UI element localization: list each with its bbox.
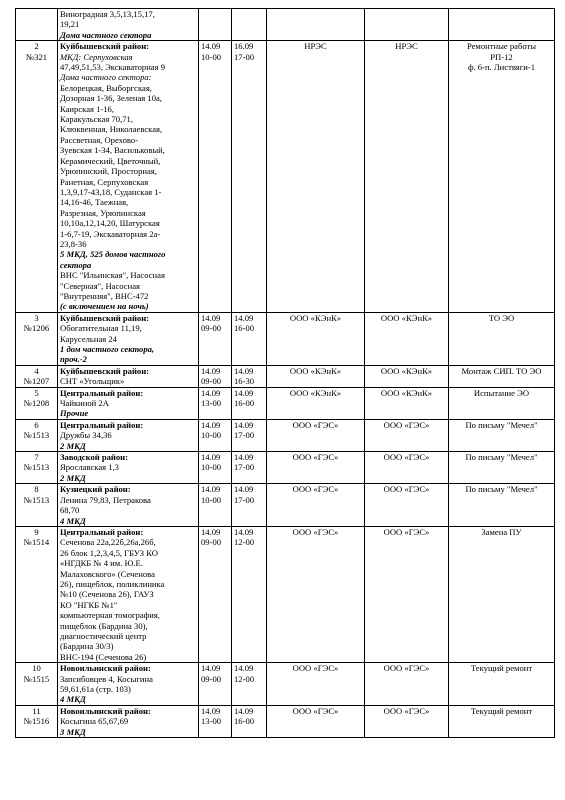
- executor: НРЭС: [395, 41, 418, 52]
- organization: ООО «КЭнК»: [289, 387, 342, 398]
- address-line: 1 дом частного сектора,: [60, 344, 155, 354]
- address-line: 10,10а,12,14,20, Шатурская: [60, 218, 160, 229]
- organization: ООО «ГЭС»: [292, 705, 339, 716]
- end-time: 17-00: [234, 462, 255, 473]
- end-cell: [232, 705, 267, 737]
- table-row: [16, 41, 555, 313]
- address-line: 19,21: [60, 19, 80, 30]
- row-number-cell: [16, 484, 58, 527]
- reason-line: По письму "Мечел": [465, 452, 538, 463]
- address-cell: [58, 387, 199, 419]
- executor: ООО «ГЭС»: [383, 526, 430, 537]
- organization: ООО «КЭнК»: [289, 312, 342, 323]
- address-cell: [58, 705, 199, 737]
- executor-cell: [365, 312, 449, 365]
- start-date: 14.09: [201, 312, 221, 323]
- row-number-cell: [16, 365, 58, 387]
- reason-cell: [449, 41, 555, 313]
- organization: ООО «ГЭС»: [292, 663, 339, 674]
- start-time: 10-00: [201, 462, 222, 473]
- end-cell: [232, 41, 267, 313]
- start-cell: [199, 312, 232, 365]
- executor-cell: [365, 526, 449, 662]
- address-line: Малаховского» (Сеченова: [60, 568, 155, 579]
- row-number: №1515: [23, 673, 50, 684]
- address-line: 1,3,9,17-43,18, Суданская 1-: [60, 186, 162, 197]
- row-number: 3: [34, 312, 39, 323]
- address-line: пищеблок (Бардина 30),: [60, 620, 148, 631]
- organization: ООО «КЭнК»: [289, 365, 342, 376]
- start-cell: [199, 9, 232, 41]
- address-line: диагностический центр: [60, 630, 147, 641]
- end-time: 16-00: [234, 398, 255, 409]
- row-number-cell: [16, 419, 58, 451]
- address-line: Сеченова 22а,22б,26а,26б,: [60, 537, 156, 548]
- address-line: ВНС-194 (Сеченова 26): [60, 651, 147, 662]
- address-line: 26), пищеблок, поликлиника: [60, 578, 165, 589]
- executor-cell: [365, 419, 449, 451]
- start-cell: [199, 41, 232, 313]
- address-line: МКД: Серпуховская: [60, 51, 133, 62]
- end-date: 14.09: [234, 452, 254, 463]
- start-date: 14.09: [201, 526, 221, 537]
- address-line: Прочие: [60, 408, 89, 419]
- address-line: Обогатительная 11,19,: [60, 323, 142, 334]
- end-date: 14.09: [234, 419, 254, 430]
- end-date: 14.09: [234, 387, 254, 398]
- address-line: 4 МКД: [60, 694, 86, 705]
- organization-cell: [267, 452, 365, 484]
- row-number-cell: [16, 452, 58, 484]
- reason-line: ТО ЭО: [488, 312, 515, 323]
- organization-cell: [267, 419, 365, 451]
- executor-cell: [365, 452, 449, 484]
- executor-cell: [365, 484, 449, 527]
- table-row: [16, 452, 555, 484]
- executor-cell: [365, 663, 449, 706]
- row-number-cell: [16, 663, 58, 706]
- address-cell: [58, 452, 199, 484]
- start-cell: [199, 387, 232, 419]
- address-line: Виноградная 3,5,13,15,17,: [60, 9, 155, 19]
- address-line: Ярославская 1,3: [60, 462, 119, 473]
- end-time: 17-00: [234, 494, 255, 505]
- reason-line: Ремонтные работы: [466, 41, 537, 52]
- address-line: Косыгина 65,67,69: [60, 716, 129, 727]
- organization-cell: [267, 312, 365, 365]
- address-line: 2 МКД: [60, 472, 86, 483]
- address-line: Зуевская 1-34, Васильковый,: [60, 145, 165, 156]
- reason-cell: [449, 419, 555, 451]
- start-cell: [199, 452, 232, 484]
- address-cell: [58, 526, 199, 662]
- end-cell: [232, 663, 267, 706]
- end-date: 16.09: [234, 41, 254, 52]
- address-line: Новоильинский район:: [60, 705, 151, 716]
- address-line: Центральный район:: [60, 526, 144, 537]
- row-number: №1513: [23, 430, 50, 441]
- table-row: [16, 419, 555, 451]
- executor: ООО «ГЭС»: [383, 663, 430, 674]
- executor-cell: [365, 9, 449, 41]
- address-line: Куйбышевский район:: [60, 41, 150, 52]
- reason-cell: [449, 526, 555, 662]
- reason-line: По письму "Мечел": [465, 484, 538, 495]
- end-date: 14.09: [234, 705, 254, 716]
- organization-cell: [267, 484, 365, 527]
- end-date: 14.09: [234, 312, 254, 323]
- start-time: 09-00: [201, 323, 222, 334]
- address-cell: [58, 9, 199, 41]
- end-date: 14.09: [234, 526, 254, 537]
- end-cell: [232, 484, 267, 527]
- address-line: проч.-2: [60, 354, 87, 365]
- address-cell: [58, 312, 199, 365]
- address-line: Новоильинский район:: [60, 663, 151, 674]
- executor: ООО «КЭнК»: [380, 365, 433, 376]
- reason-line: Текущий ремонт: [470, 705, 533, 716]
- reason-cell: [449, 663, 555, 706]
- organization: ООО «ГЭС»: [292, 419, 339, 430]
- address-line: 2 МКД: [60, 440, 86, 451]
- end-cell: [232, 387, 267, 419]
- organization: ООО «ГЭС»: [292, 452, 339, 463]
- start-time: 09-00: [201, 376, 222, 387]
- organization-cell: [267, 526, 365, 662]
- row-number: 6: [34, 419, 39, 430]
- address-line: "Северная", Насосная: [60, 280, 140, 291]
- address-line: Куйбышевский район:: [60, 312, 150, 323]
- row-number-cell: [16, 387, 58, 419]
- row-number: 7: [34, 452, 39, 463]
- address-line: (Бардина 30/3): [60, 641, 114, 652]
- address-line: 59,61,61а (стр. 103): [60, 684, 131, 694]
- address-line: Куйбышевский район:: [60, 365, 150, 376]
- end-cell: [232, 365, 267, 387]
- row-number: 11: [32, 705, 41, 716]
- start-cell: [199, 365, 232, 387]
- address-line: сектора: [60, 259, 92, 270]
- executor-cell: [365, 41, 449, 313]
- table-row: [16, 312, 555, 365]
- row-number: 4: [34, 365, 39, 376]
- end-time: 12-00: [234, 673, 255, 684]
- end-cell: [232, 419, 267, 451]
- end-cell: [232, 312, 267, 365]
- executor: ООО «ГЭС»: [383, 452, 430, 463]
- executor: ООО «ГЭС»: [383, 419, 430, 430]
- organization: ООО «ГЭС»: [292, 484, 339, 495]
- executor-cell: [365, 387, 449, 419]
- address-line: Кузнецкий район:: [60, 484, 131, 495]
- end-date: 14.09: [234, 484, 254, 495]
- start-cell: [199, 663, 232, 706]
- address-line: «НГДКБ № 4 им. Ю.Е.: [60, 558, 143, 569]
- address-line: 47,49,51,53, Экскаваторная 9: [60, 62, 166, 73]
- address-line: Карусельная 24: [60, 333, 117, 344]
- table-row: [16, 365, 555, 387]
- start-date: 14.09: [201, 663, 221, 674]
- reason-line: ф. 6-п. Листвяги-1: [467, 62, 536, 73]
- address-line: 23,8-36: [60, 238, 87, 249]
- start-time: 13-00: [201, 398, 222, 409]
- row-number-cell: [16, 41, 58, 313]
- reason-line: Замена ПУ: [481, 526, 522, 537]
- reason-cell: [449, 705, 555, 737]
- address-line: Дружбы 34,36: [60, 430, 112, 441]
- row-number: 8: [34, 484, 39, 495]
- organization-cell: [267, 663, 365, 706]
- organization-cell: [267, 705, 365, 737]
- table-body: [16, 9, 555, 738]
- start-cell: [199, 526, 232, 662]
- end-time: 16-00: [234, 716, 255, 727]
- address-line: 68,70: [60, 505, 80, 516]
- address-cell: [58, 41, 199, 313]
- address-line: Заводской район:: [60, 452, 128, 463]
- table-row: [16, 387, 555, 419]
- address-line: Центральный район:: [60, 387, 144, 398]
- start-time: 09-00: [201, 673, 222, 684]
- start-date: 14.09: [201, 452, 221, 463]
- address-line: Урюпинский, Просторная,: [60, 166, 157, 177]
- row-number: №1514: [23, 537, 50, 548]
- end-cell: [232, 526, 267, 662]
- reason-cell: [449, 9, 555, 41]
- table-row: [16, 526, 555, 662]
- row-number: №1513: [23, 494, 50, 505]
- reason-cell: [449, 387, 555, 419]
- address-line: Разрезная, Урюпинская: [60, 207, 146, 218]
- address-cell: [58, 365, 199, 387]
- row-number: 9: [34, 526, 39, 537]
- start-date: 14.09: [201, 41, 221, 52]
- start-cell: [199, 484, 232, 527]
- start-cell: [199, 419, 232, 451]
- address-line: 3 МКД: [60, 726, 86, 737]
- reason-line: РП-12: [490, 51, 513, 62]
- organization: ООО «ГЭС»: [292, 526, 339, 537]
- address-line: Центральный район:: [60, 419, 144, 430]
- table-row: [16, 705, 555, 737]
- row-number: 10: [32, 663, 41, 674]
- end-time: 16-30: [234, 376, 255, 387]
- table-row: [16, 9, 555, 41]
- row-number-cell: [16, 705, 58, 737]
- row-number: 2: [34, 41, 39, 52]
- organization-cell: [267, 387, 365, 419]
- executor-cell: [365, 705, 449, 737]
- start-date: 14.09: [201, 365, 221, 376]
- address-line: КО "НГКБ №1": [60, 599, 118, 610]
- address-line: Керамический, Цветочный,: [60, 155, 161, 166]
- address-line: 14,16-46, Таежная,: [60, 197, 129, 208]
- reason-cell: [449, 484, 555, 527]
- address-line: Запсибовцев 4, Косыгина: [60, 673, 153, 684]
- organization-cell: [267, 41, 365, 313]
- address-line: Дома частного сектора: [60, 29, 152, 40]
- start-date: 14.09: [201, 705, 221, 716]
- organization-cell: [267, 365, 365, 387]
- table-row: [16, 663, 555, 706]
- organization: НРЭС: [304, 41, 327, 52]
- row-number-cell: [16, 312, 58, 365]
- row-number: №1516: [23, 716, 50, 727]
- row-number: №1513: [23, 462, 50, 473]
- address-line: Дозорная 1-36, Зеленая 10а,: [60, 93, 162, 104]
- address-line: Рассветная, Орехово-: [60, 134, 139, 145]
- end-time: 17-00: [234, 430, 255, 441]
- executor: ООО «КЭнК»: [380, 312, 433, 323]
- address-cell: [58, 484, 199, 527]
- executor: ООО «КЭнК»: [380, 387, 433, 398]
- end-date: 14.09: [234, 365, 254, 376]
- address-line: 1-6,7-19, Экскаваторная 2а-: [60, 228, 161, 239]
- start-time: 13-00: [201, 716, 222, 727]
- executor: ООО «ГЭС»: [383, 705, 430, 716]
- address-line: Каирская 1-16,: [60, 103, 115, 114]
- table-row: [16, 484, 555, 527]
- end-time: 12-00: [234, 537, 255, 548]
- start-date: 14.09: [201, 419, 221, 430]
- start-date: 14.09: [201, 387, 221, 398]
- start-time: 10-00: [201, 51, 222, 62]
- address-line: 5 МКД, 525 домов частного: [60, 249, 166, 260]
- end-cell: [232, 9, 267, 41]
- reason-line: По письму "Мечел": [465, 419, 538, 430]
- row-number: №1206: [23, 323, 50, 334]
- row-number: №1208: [23, 398, 50, 409]
- start-cell: [199, 705, 232, 737]
- reason-cell: [449, 365, 555, 387]
- executor: ООО «ГЭС»: [383, 484, 430, 495]
- reason-cell: [449, 452, 555, 484]
- reason-cell: [449, 312, 555, 365]
- address-line: Каракульская 70,71,: [60, 114, 133, 125]
- address-line: Ленина 79,83, Петракова: [60, 494, 151, 505]
- row-number: №1207: [23, 376, 50, 387]
- row-number: №321: [25, 51, 48, 62]
- start-time: 10-00: [201, 430, 222, 441]
- address-line: Клюквенная, Николаевская,: [60, 124, 163, 135]
- address-line: (с включением на ночь): [60, 301, 149, 312]
- reason-line: Текущий ремонт: [470, 663, 533, 674]
- start-time: 09-00: [201, 537, 222, 548]
- end-time: 17-00: [234, 51, 255, 62]
- address-line: Дома частного сектора:: [60, 72, 152, 83]
- reason-line: Испытание ЭО: [473, 387, 530, 398]
- address-cell: [58, 419, 199, 451]
- end-time: 16-00: [234, 323, 255, 334]
- address-cell: [58, 663, 199, 706]
- address-line: компьютерная томография,: [60, 610, 160, 621]
- start-date: 14.09: [201, 484, 221, 495]
- reason-line: Монтаж СИП. ТО ЭО: [461, 365, 542, 376]
- address-line: Чайкиной 2А: [60, 398, 109, 409]
- row-number-cell: [16, 9, 58, 41]
- address-line: 4 МКД: [60, 515, 86, 526]
- address-line: №10 (Сеченова 26), ГАУЗ: [60, 589, 154, 600]
- row-number: 5: [34, 387, 39, 398]
- start-time: 10-00: [201, 494, 222, 505]
- organization-cell: [267, 9, 365, 41]
- end-date: 14.09: [234, 663, 254, 674]
- address-line: СНТ «Угольщик»: [60, 376, 125, 387]
- outage-schedule-table: [15, 8, 555, 738]
- address-line: 26 блок 1,2,3,4,5, ГБУЗ КО: [60, 547, 158, 558]
- end-cell: [232, 452, 267, 484]
- executor-cell: [365, 365, 449, 387]
- row-number-cell: [16, 526, 58, 662]
- address-line: Белорецкая, Выборгская,: [60, 82, 152, 93]
- address-line: Ранетная, Серпуховская: [60, 176, 149, 187]
- address-line: ВНС "Ильинская", Насосная: [60, 270, 165, 281]
- address-line: "Внутренняя", ВНС-472: [60, 290, 149, 301]
